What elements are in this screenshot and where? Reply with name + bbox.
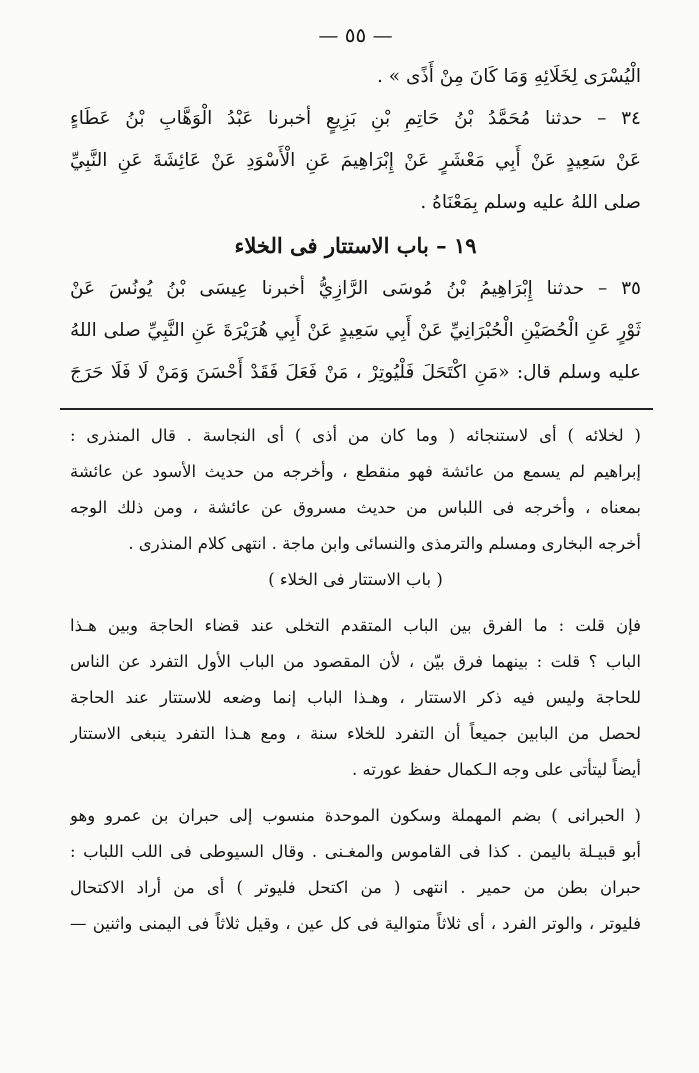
commentary-line: ( لخلائه ) أى لاستنجائه ( وما كان من أذى ) أى النجاسة . قال المنذرى : <box>70 426 641 445</box>
hadith-34-line: ٣٤ – حدثنا مُحَمَّدُ بْنُ حَاتِمِ بْنِ بَزِيعٍ أخبرنا عَبْدُ الْوَهَّابِ بْنُ عَطَاءٍ <box>70 108 641 129</box>
commentary-line: بمعناه ، وأخرجه فى اللباس من حديث مسروق عن عائشة ، ومن ذلك الوجه <box>70 498 641 517</box>
commentary-line: أخرجه البخارى ومسلم والترمذى والنسائى وابن ماجة . انتهى كلام المنذرى . <box>128 534 641 553</box>
page-number: — ٥٥ — <box>318 23 393 47</box>
hadith-35-line: عليه وسلم قال: «مَنِ اكْتَحَلَ فَلْيُوتِرْ ، مَنْ فَعَلَ فَقَدْ أَحْسَنَ وَمَنْ لَا فَلَا حَرَجَ <box>70 362 641 383</box>
explanation-line: لحصل من البابين جميعاً أن التفرد للخلاء سنة ، ومع هـذا التفرد ينبغى الاستتار <box>70 724 641 743</box>
hadith-35-line: ثَوْرٍ عَنِ الْحُصَيْنِ الْحُبْرَانِيِّ عَنْ أَبِي سَعِيدٍ عَنْ أَبِي هُرَيْرَةَ عَنِ النَّبِيِّ صلى اللهُ <box>70 320 641 341</box>
hadith-34-line: الْيُسْرَى لِخَلَائِهِ وَمَا كَانَ مِنْ أَذًى » . <box>377 66 641 87</box>
main-text <box>70 56 641 394</box>
commentary-line: إبراهيم لم يسمع من عائشة فهو منقطع ، وأخرجه من حديث الأسود عن عائشة <box>70 462 641 481</box>
commentary <box>70 418 641 942</box>
hadith-34-line: صلى اللهُ عليه وسلم بِمَعْنَاهُ . <box>420 192 641 213</box>
explanation-line: للحاجة وليس فيه ذكر الاستتار ، وهـذا الباب إنما وضعه للاستتار عند الحاجة <box>70 688 641 707</box>
footnote-divider <box>60 408 653 410</box>
hadith-35-line: ٣٥ – حدثنا إِبْرَاهِيمُ بْنُ مُوسَى الرَّازِيُّ أخبرنا عِيسَى بْنُ يُونُسَ عَنْ <box>70 278 641 299</box>
chapter-gloss: ( باب الاستتار فى الخلاء ) <box>268 570 443 589</box>
hadith-34-line: عَنْ سَعِيدٍ عَنْ أَبِي مَعْشَرٍ عَنْ إِبْرَاهِيمَ عَنِ الْأَسْوَدِ عَنْ عَائِشَةَ عَنِ النَّبِيِّ <box>70 150 641 171</box>
explanation-line: أيضاً ليتأتى على وجه الـكمال حفظ عورته . <box>352 760 641 779</box>
explanation-line: الباب ؟ قلت : بينهما فرق بيّن ، لأن المقصود من الباب الأول التفرد عن الناس <box>70 652 641 671</box>
hibrani-gloss-line: فليوتر ، والوتر الفرد ، أى ثلاثاً متوالية فى كل عين ، وقيل ثلاثاً فى اليمنى واثنين — <box>70 914 641 933</box>
explanation-line: فإن قلت : ما الفرق بين الباب المتقدم التخلى عند قضاء الحاجة وبين هـذا <box>70 616 641 635</box>
hibrani-gloss-line: حبران بطن من حمير . انتهى ( من اكتحل فليوتر ) أى من أراد الاكتحال <box>70 878 641 897</box>
hibrani-gloss-line: أبو قبيـلة باليمن . كذا فى القاموس والمغـنى . وقال السيوطى فى اللب اللباب : <box>70 842 641 861</box>
chapter-heading: ١٩ – باب الاستتار فى الخلاء <box>234 233 477 258</box>
hibrani-gloss-line: ( الحبرانى ) بضم المهملة وسكون الموحدة منسوب إلى حبران بن عمرو وهو <box>70 806 641 825</box>
